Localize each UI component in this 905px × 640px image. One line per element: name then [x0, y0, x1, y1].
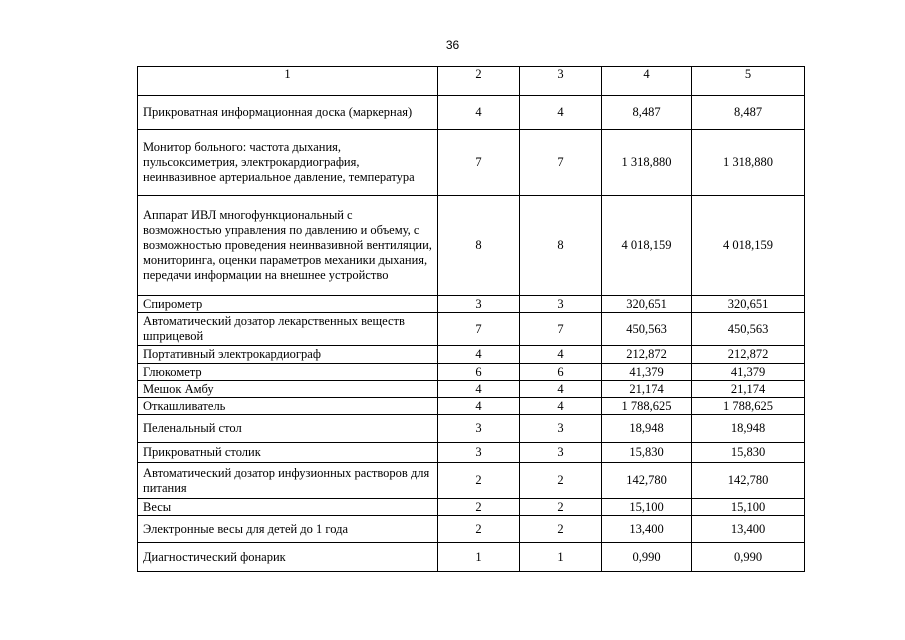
quantity-cell: 7: [520, 130, 602, 196]
quantity-cell: 3: [438, 296, 520, 313]
equipment-name: Весы: [138, 499, 438, 516]
price-cell: 142,780: [602, 463, 692, 499]
price-cell: 450,563: [602, 313, 692, 346]
quantity-cell: 2: [520, 463, 602, 499]
table-row: [138, 130, 805, 196]
price-cell: 8,487: [602, 96, 692, 130]
equipment-name: Откашливатель: [138, 398, 438, 415]
table-row: [138, 364, 805, 381]
equipment-name: Автоматический дозатор лекарственных веществ шприцевой: [138, 313, 438, 346]
quantity-cell: 7: [438, 130, 520, 196]
price-cell: 4 018,159: [692, 196, 805, 296]
column-header: 3: [520, 67, 602, 96]
price-cell: 18,948: [692, 415, 805, 443]
equipment-name: Электронные весы для детей до 1 года: [138, 516, 438, 543]
price-cell: 21,174: [602, 381, 692, 398]
quantity-cell: 4: [438, 381, 520, 398]
quantity-cell: 2: [438, 463, 520, 499]
quantity-cell: 2: [520, 516, 602, 543]
column-header: 4: [602, 67, 692, 96]
equipment-name: Аппарат ИВЛ многофункциональный с возможностью управления по давлению и объему, с возможностью проведения неинвазивной вентиляции, мониторинга, оценки параметров механики дыхания, передачи информации на внешнее устройство: [138, 196, 438, 296]
price-cell: 21,174: [692, 381, 805, 398]
quantity-cell: 6: [520, 364, 602, 381]
column-header: 5: [692, 67, 805, 96]
price-cell: 15,830: [692, 443, 805, 463]
price-cell: 41,379: [602, 364, 692, 381]
quantity-cell: 4: [520, 398, 602, 415]
equipment-name: Спирометр: [138, 296, 438, 313]
equipment-name: Прикроватный столик: [138, 443, 438, 463]
price-cell: 8,487: [692, 96, 805, 130]
price-cell: 320,651: [692, 296, 805, 313]
quantity-cell: 2: [520, 499, 602, 516]
table-header-row: [138, 67, 805, 96]
table-row: [138, 398, 805, 415]
table-row: [138, 463, 805, 499]
equipment-name: Монитор больного: частота дыхания, пульсоксиметрия, электрокардиография, неинвазивное артериальное давление, температура: [138, 130, 438, 196]
quantity-cell: 3: [520, 415, 602, 443]
quantity-cell: 1: [438, 543, 520, 572]
equipment-name: Диагностический фонарик: [138, 543, 438, 572]
table-row: [138, 196, 805, 296]
equipment-name: Пеленальный стол: [138, 415, 438, 443]
quantity-cell: 4: [520, 381, 602, 398]
price-cell: 0,990: [602, 543, 692, 572]
price-cell: 1 318,880: [692, 130, 805, 196]
quantity-cell: 7: [438, 313, 520, 346]
quantity-cell: 2: [438, 499, 520, 516]
table-row: [138, 96, 805, 130]
price-cell: 15,100: [692, 499, 805, 516]
quantity-cell: 1: [520, 543, 602, 572]
price-cell: 142,780: [692, 463, 805, 499]
table-row: [138, 313, 805, 346]
quantity-cell: 3: [438, 443, 520, 463]
table-row: [138, 381, 805, 398]
quantity-cell: 3: [520, 296, 602, 313]
table-row: [138, 516, 805, 543]
equipment-name: Глюкометр: [138, 364, 438, 381]
column-header: 2: [438, 67, 520, 96]
price-cell: 1 788,625: [692, 398, 805, 415]
table-row: [138, 499, 805, 516]
price-cell: 4 018,159: [602, 196, 692, 296]
quantity-cell: 8: [520, 196, 602, 296]
quantity-cell: 6: [438, 364, 520, 381]
price-cell: 1 788,625: [602, 398, 692, 415]
equipment-table: [137, 66, 805, 572]
table-row: [138, 543, 805, 572]
table-row: [138, 296, 805, 313]
table-row: [138, 443, 805, 463]
quantity-cell: 4: [438, 346, 520, 364]
price-cell: 15,830: [602, 443, 692, 463]
price-cell: 41,379: [692, 364, 805, 381]
equipment-name: Мешок Амбу: [138, 381, 438, 398]
equipment-name: Автоматический дозатор инфузионных растворов для питания: [138, 463, 438, 499]
price-cell: 18,948: [602, 415, 692, 443]
quantity-cell: 4: [438, 96, 520, 130]
price-cell: 320,651: [602, 296, 692, 313]
quantity-cell: 4: [438, 398, 520, 415]
equipment-name: Портативный электрокардиограф: [138, 346, 438, 364]
table-row: [138, 415, 805, 443]
page-number: 36: [445, 38, 460, 52]
price-cell: 450,563: [692, 313, 805, 346]
price-cell: 212,872: [692, 346, 805, 364]
equipment-name: Прикроватная информационная доска (маркерная): [138, 96, 438, 130]
table-row: [138, 346, 805, 364]
quantity-cell: 4: [520, 346, 602, 364]
quantity-cell: 7: [520, 313, 602, 346]
price-cell: 15,100: [602, 499, 692, 516]
price-cell: 1 318,880: [602, 130, 692, 196]
quantity-cell: 3: [520, 443, 602, 463]
price-cell: 13,400: [602, 516, 692, 543]
quantity-cell: 3: [438, 415, 520, 443]
quantity-cell: 4: [520, 96, 602, 130]
price-cell: 0,990: [692, 543, 805, 572]
price-cell: 13,400: [692, 516, 805, 543]
column-header: 1: [138, 67, 438, 96]
quantity-cell: 2: [438, 516, 520, 543]
quantity-cell: 8: [438, 196, 520, 296]
price-cell: 212,872: [602, 346, 692, 364]
